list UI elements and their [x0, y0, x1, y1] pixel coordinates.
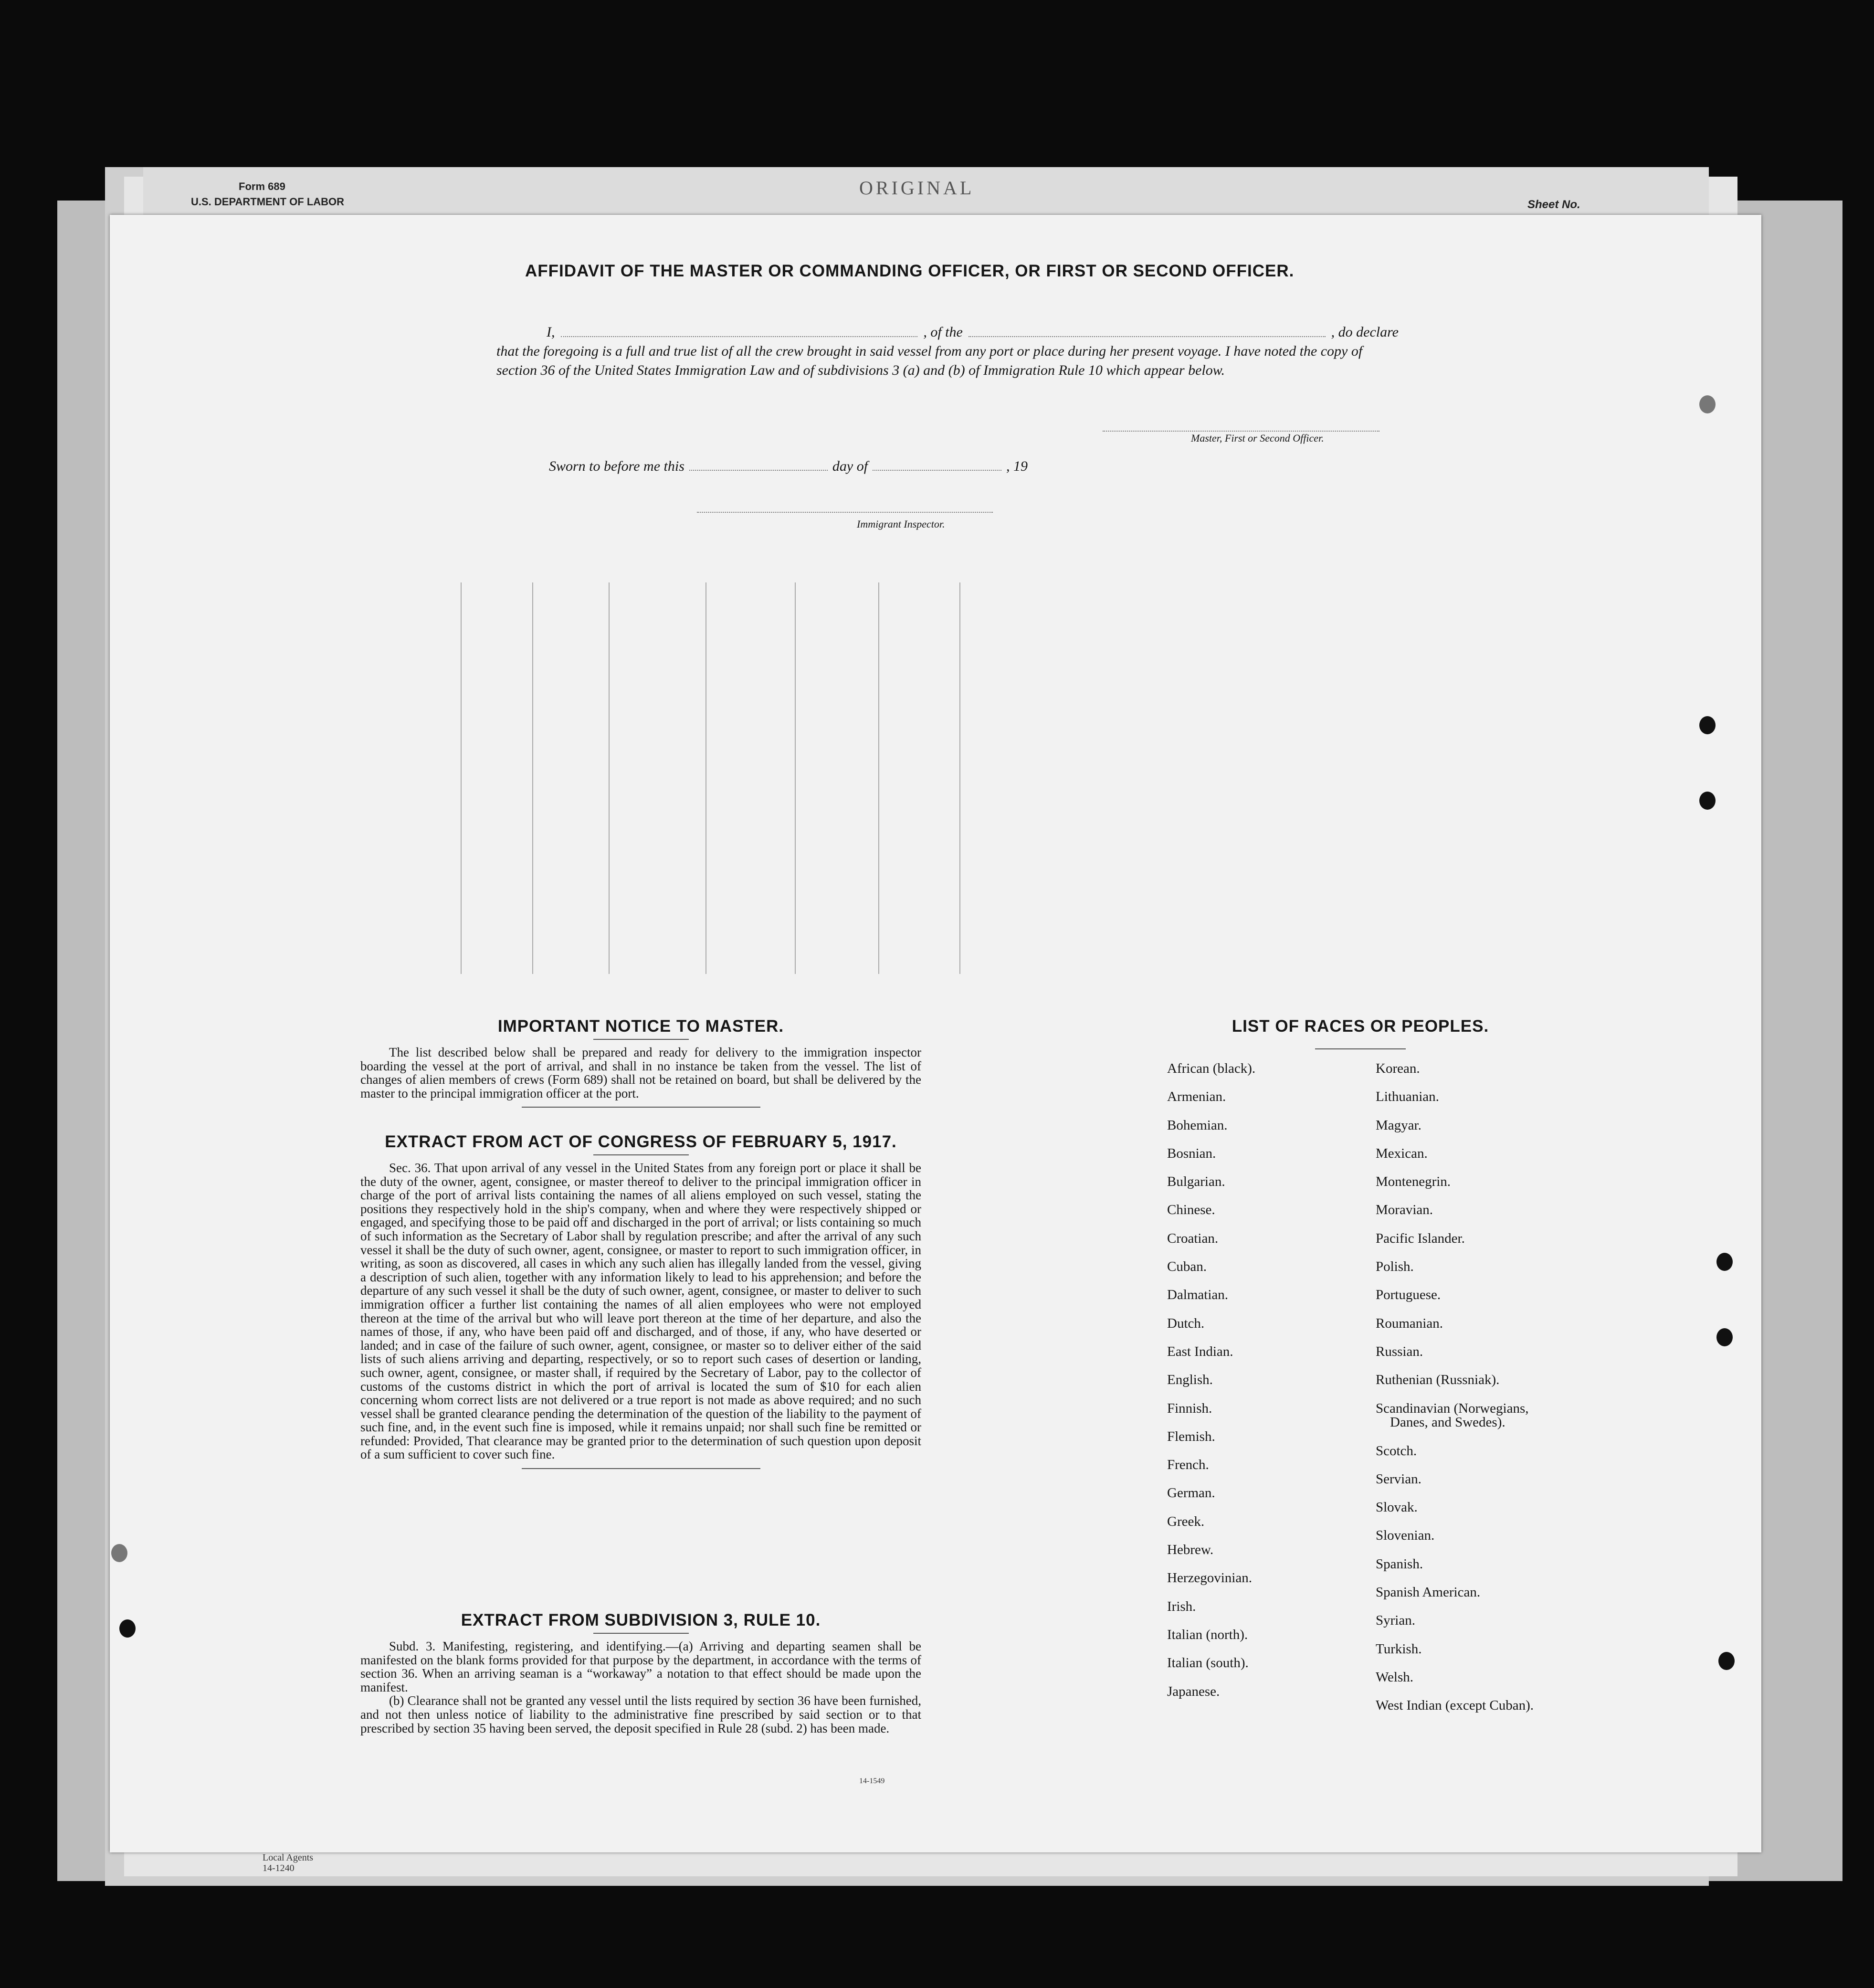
- race-item: Greek.: [1167, 1513, 1205, 1529]
- race-item: Montenegrin.: [1376, 1174, 1451, 1190]
- race-item: Slovenian.: [1376, 1528, 1435, 1544]
- race-item: Pacific Islander.: [1376, 1230, 1465, 1246]
- race-item: Ruthenian (Russniak).: [1376, 1372, 1500, 1388]
- race-item: Portuguese.: [1376, 1287, 1441, 1303]
- extract-act-section: [360, 1132, 921, 1476]
- race-item: Danes, and Swedes).: [1390, 1414, 1506, 1430]
- race-item: Bohemian.: [1167, 1117, 1228, 1133]
- divider: [1315, 1048, 1406, 1049]
- race-item: Flemish.: [1167, 1428, 1215, 1444]
- race-item: West Indian (except Cuban).: [1376, 1698, 1534, 1713]
- affidavit-body: [496, 323, 1399, 380]
- race-item: French.: [1167, 1457, 1209, 1473]
- column-rule: [878, 582, 879, 974]
- race-item: Scandinavian (Norwegians,: [1376, 1400, 1529, 1416]
- race-item: Hebrew.: [1167, 1542, 1214, 1558]
- race-item: Croatian.: [1167, 1230, 1219, 1246]
- department-label: U.S. DEPARTMENT OF LABOR: [191, 196, 345, 208]
- race-item: Scotch.: [1376, 1443, 1417, 1459]
- race-item: Polish.: [1376, 1259, 1414, 1275]
- sworn-year: , 19: [1006, 458, 1028, 474]
- races-title: LIST OF RACES OR PEOPLES.: [1232, 1017, 1489, 1036]
- vessel-blank: [969, 323, 1326, 337]
- notice-title: IMPORTANT NOTICE TO MASTER.: [497, 1017, 784, 1036]
- race-item: Lithuanian.: [1376, 1089, 1439, 1105]
- race-item: Japanese.: [1167, 1683, 1220, 1699]
- signature-caption: Master, First or Second Officer.: [1191, 432, 1324, 444]
- race-item: African (black).: [1167, 1061, 1256, 1076]
- affidavit-line-mid: , of the: [923, 324, 963, 340]
- form-code: 14-1549: [859, 1777, 885, 1785]
- month-blank: [873, 469, 1001, 471]
- form-number: Form 689: [239, 180, 285, 192]
- affidavit-text: that the foregoing is a full and true list of all the crew brought in said vessel from any port or place during her present voyage. I have noted the copy of section 36 of the United States Immigration Law and of subdivisions 3 (a) and (b) of Immigration Rule 10 which appear below.: [496, 343, 1363, 378]
- extract-rule-para-b: (b) Clearance shall not be granted any vessel until the lists required by section 36 have been furnished, and not then unless notice of liability to the administrative fine prescribed by said section or to that prescribed by section 35 having been served, the deposit specified in Rule 28 (subd. 2) has been made.: [360, 1693, 921, 1735]
- sheet-number-label: Sheet No.: [1527, 198, 1580, 211]
- race-item: Irish.: [1167, 1598, 1196, 1614]
- inspector-caption: Immigrant Inspector.: [857, 518, 945, 530]
- punch-hole: [1718, 1652, 1735, 1670]
- race-item: Bulgarian.: [1167, 1174, 1225, 1190]
- race-item: Turkish.: [1376, 1641, 1422, 1657]
- name-blank: [561, 323, 918, 337]
- column-rule: [705, 582, 706, 974]
- local-agents-text: Local Agents: [263, 1852, 314, 1863]
- race-item: Slovak.: [1376, 1500, 1418, 1515]
- divider: [522, 1107, 760, 1108]
- races-list-left: [1167, 1061, 1255, 1712]
- punch-hole: [1699, 716, 1716, 734]
- punch-hole: [119, 1619, 136, 1638]
- extract-act-title: EXTRACT FROM ACT OF CONGRESS OF FEBRUARY 5, 1917.: [385, 1132, 897, 1151]
- column-rule: [795, 582, 796, 974]
- column-rule: [532, 582, 533, 974]
- race-item: Cuban.: [1167, 1259, 1207, 1275]
- inspector-signature-line: [697, 512, 993, 513]
- race-item: Finnish.: [1167, 1400, 1212, 1416]
- race-item: Bosnian.: [1167, 1145, 1216, 1161]
- column-rule: [609, 582, 610, 974]
- race-item: Spanish American.: [1376, 1585, 1481, 1600]
- race-item: Herzegovinian.: [1167, 1570, 1252, 1586]
- race-item: Italian (south).: [1167, 1655, 1249, 1671]
- column-rule: [959, 582, 960, 974]
- sworn-start: Sworn to before me this: [549, 458, 684, 474]
- divider: [593, 1039, 689, 1040]
- local-agents-label: [263, 1852, 313, 1873]
- race-item: Russian.: [1376, 1343, 1423, 1359]
- punch-hole: [1699, 792, 1716, 810]
- extract-rule-title: EXTRACT FROM SUBDIVISION 3, RULE 10.: [461, 1611, 821, 1629]
- race-item: Italian (north).: [1167, 1627, 1248, 1642]
- race-item: Magyar.: [1376, 1117, 1421, 1133]
- race-item: Chinese.: [1167, 1202, 1215, 1218]
- sworn-line: [549, 458, 1122, 475]
- race-item: Mexican.: [1376, 1145, 1428, 1161]
- race-item: Korean.: [1376, 1061, 1420, 1076]
- race-item: German.: [1167, 1485, 1215, 1501]
- affidavit-title: AFFIDAVIT OF THE MASTER OR COMMANDING OFFICER, OR FIRST OR SECOND OFFICER.: [525, 262, 1295, 280]
- punch-hole: [1716, 1253, 1733, 1271]
- punch-hole: [1716, 1328, 1733, 1346]
- affidavit-line-end: , do declare: [1331, 324, 1399, 340]
- column-rule: [461, 582, 462, 974]
- race-item: Welsh.: [1376, 1669, 1414, 1685]
- race-item: Dutch.: [1167, 1315, 1205, 1331]
- races-list-right: [1376, 1061, 1534, 1726]
- day-blank: [689, 469, 828, 471]
- race-item: Servian.: [1376, 1471, 1421, 1487]
- notice-body: The list described below shall be prepared and ready for delivery to the immigration inspector boarding the vessel at the port of arrival, and shall in no instance be taken from the vessel. The list of changes of alien members of crews (Form 689) shall not be retained on board, but shall be delivered by the master to the principal immigration officer at the port.: [360, 1045, 921, 1100]
- race-item: Roumanian.: [1376, 1315, 1443, 1331]
- extract-rule-section: [360, 1611, 921, 1735]
- race-item: Moravian.: [1376, 1202, 1433, 1218]
- important-notice-section: [360, 1017, 921, 1114]
- divider: [593, 1633, 689, 1634]
- affidavit-declaration-line: [496, 323, 1399, 342]
- punch-hole: [1699, 395, 1716, 413]
- race-item: Spanish.: [1376, 1556, 1423, 1572]
- extract-act-body: Sec. 36. That upon arrival of any vessel in the United States from any foreign port or place it shall be the duty of the owner, agent, consignee, or master thereof to deliver to the principal immigration officer in charge of the port of arrival lists containing the names of all aliens employed on such vessel, stating the positions they respectively hold in the ship's company, when and where they were respectively shipped or engaged, and specifying those to be paid off and discharged in the port of arrival; or lists containing so much of such information as the Secretary of Labor shall by regulation prescribe; and after the arrival of any such vessel it shall be the duty of such owner, agent, consignee, or master to report to such immigration officer, in writing, as soon as discovered, all cases in which any such alien has illegally landed from the vessel, giving a description of such alien, together with any information likely to lead to his apprehension; and before the departure of any such vessel it shall be the duty of such owner, agent, consignee, or master to deliver to such immigration officer a further list containing the names of all alien employees who were not employed thereon at the time of the arrival but who will leave port thereon at the time of her departure, and also the names of those, if any, who have been paid off and discharged, and of those, if any, who have deserted or landed; and in case of the failure of such owner, agent, consignee, or master so to deliver either of the said lists of such aliens arriving and departing, respectively, or so to report such cases of desertion or landing, such owner, agent, consignee, or master shall, if required by the Secretary of Labor, pay to the collector of customs of the customs district in which the port of arrival is located the sum of $10 for each alien concerning whom correct lists are not delivered or a true report is not made as above required; and no such vessel shall be granted clearance pending the determination of the question of the liability to the payment of such fine, and, in the event such fine is imposed, while it remains unpaid; nor shall such fine be remitted or refunded: Provided, That clearance may be granted prior to the determination of such question upon deposit of a sum sufficient to cover such fine.: [360, 1161, 921, 1462]
- local-agents-code: 14-1240: [263, 1863, 295, 1873]
- race-item: East Indian.: [1167, 1343, 1233, 1359]
- punch-hole: [111, 1544, 127, 1562]
- affidavit-line-start: I,: [547, 324, 555, 340]
- divider: [522, 1468, 760, 1469]
- divider: [593, 1154, 689, 1155]
- signature-line: [1103, 431, 1379, 432]
- race-item: Dalmatian.: [1167, 1287, 1229, 1303]
- race-item: English.: [1167, 1372, 1213, 1388]
- extract-rule-para-a: Subd. 3. Manifesting, registering, and identifying.—(a) Arriving and departing seamen shall be manifested on the blank forms provided for that purpose by the department, in accordance with the terms of section 36. When an arriving seaman is a “workaway” a notation to that effect should be made upon the manifest.: [360, 1639, 921, 1694]
- race-item: Armenian.: [1167, 1089, 1226, 1105]
- race-item: Syrian.: [1376, 1613, 1415, 1628]
- original-stamp: ORIGINAL: [859, 177, 975, 199]
- sworn-mid: day of: [832, 458, 868, 474]
